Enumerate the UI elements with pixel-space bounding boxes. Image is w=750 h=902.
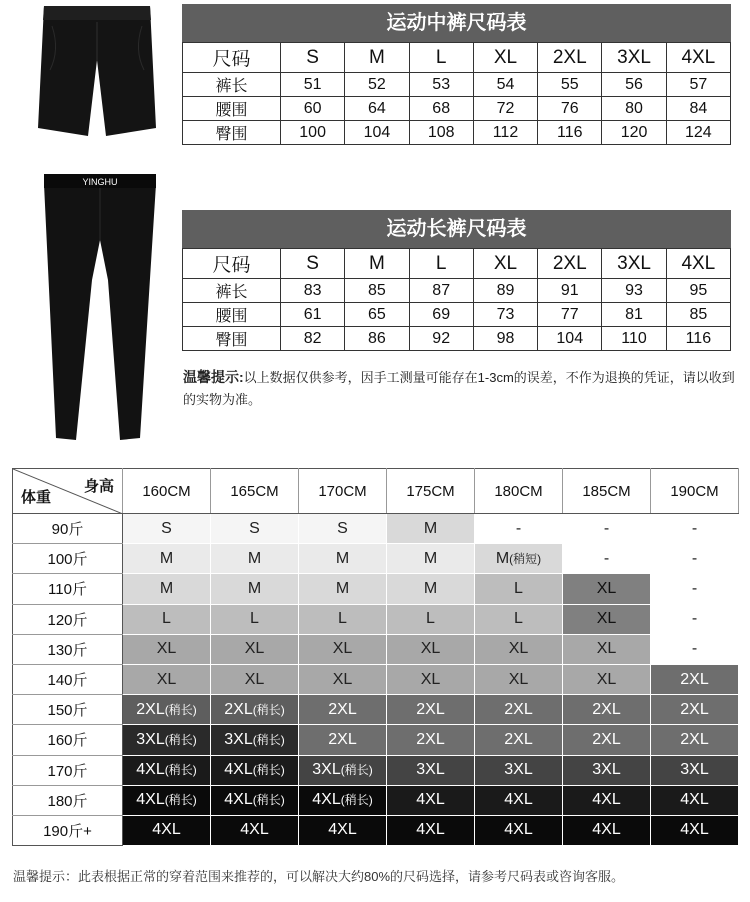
recommended-size: 4XL [416,791,445,809]
measurement-value: 116 [666,327,730,351]
weight-label: 90斤 [13,514,123,544]
recommended-size: XL [596,640,617,658]
recommended-size: - [603,519,610,537]
measurement-row [183,279,731,303]
size-header-cell: 3XL [602,43,666,73]
measurement-value: 85 [666,303,730,327]
recommended-size-cell [299,664,387,694]
recommended-size: S [337,519,348,537]
measurement-value: 100 [281,121,345,145]
recommended-size-cell [651,725,739,755]
measurement-value: 56 [602,73,666,97]
weight-row [13,604,739,634]
height-header-cell: 175CM [387,469,475,514]
measurement-value: 85 [345,279,409,303]
recommended-size-cell [651,604,739,634]
measurement-label: 裤长 [183,73,281,97]
weight-label: 190斤+ [13,815,123,845]
weight-label: 140斤 [13,664,123,694]
weight-row [13,755,739,785]
recommended-size: 3XL [504,761,533,779]
recommended-size: M [247,579,262,597]
recommended-size: 4XL [224,761,253,779]
recommended-size-cell [123,785,211,815]
weight-row [13,815,739,845]
fit-note: (稍长) [164,763,197,778]
shorts-size-table [182,4,731,145]
recommended-size-cell [211,514,299,544]
recommended-size: 4XL [680,821,709,839]
measurement-value: 86 [345,327,409,351]
weight-axis-label: 体重 [21,489,52,506]
recommended-size: 4XL [592,791,621,809]
fit-note: (稍长) [164,732,197,747]
recommended-size-cell [387,664,475,694]
weight-row [13,544,739,574]
recommended-size: 2XL [680,670,709,688]
recommended-size-cell [123,725,211,755]
size-header-row [183,43,731,73]
recommended-size-cell [563,574,651,604]
recommended-size-cell [563,815,651,845]
recommended-size-cell [299,514,387,544]
measurement-value: 61 [281,303,345,327]
weight-label: 160斤 [13,725,123,755]
recommended-size-cell [563,664,651,694]
recommended-size: 2XL [592,730,621,748]
recommended-size: - [691,640,698,658]
recommended-size-cell [475,785,563,815]
measurement-value: 95 [666,279,730,303]
recommended-size: 3XL [592,761,621,779]
size-header-cell: 3XL [602,249,666,279]
recommended-size-cell [211,695,299,725]
recommended-size: M [247,549,262,567]
recommended-size: L [338,610,347,628]
size-header-cell: XL [473,249,537,279]
recommended-size-cell [475,574,563,604]
recommended-size-cell [563,514,651,544]
measurement-value: 110 [602,327,666,351]
weight-row [13,634,739,664]
recommended-size-cell [299,815,387,845]
recommended-size: S [161,519,172,537]
weight-label: 180斤 [13,785,123,815]
recommended-size-cell [387,604,475,634]
size-header-cell: XL [473,43,537,73]
recommended-size-cell [387,755,475,785]
measurement-value: 83 [281,279,345,303]
tip-text: 以上数据仅供参考，因手工测量可能存在1-3cm的误差，不作为退换的凭证，请以收到的实物为准。 [183,370,735,407]
weight-label: 170斤 [13,755,123,785]
recommended-size-cell [123,755,211,785]
recommended-size: 3XL [416,761,445,779]
recommended-size-cell [299,755,387,785]
recommended-size-cell [123,604,211,634]
recommended-size-cell [123,544,211,574]
size-header-cell: 4XL [666,249,730,279]
recommended-size: 4XL [592,821,621,839]
recommended-size: XL [596,579,617,597]
measurement-value: 84 [666,97,730,121]
recommended-size: 4XL [152,821,181,839]
recommended-size: 4XL [416,821,445,839]
height-header-cell: 190CM [651,469,739,514]
weight-label: 110斤 [13,574,123,604]
recommended-size: 3XL [312,761,341,779]
fit-note: (稍长) [252,732,285,747]
recommended-size-cell [211,785,299,815]
size-header-cell: 2XL [538,249,602,279]
recommended-size-cell [475,664,563,694]
recommended-size-cell [563,695,651,725]
measurement-value: 93 [602,279,666,303]
recommended-size: 4XL [504,791,533,809]
recommended-size: M [159,549,174,567]
recommended-size: 2XL [504,700,533,718]
recommended-size: M [423,579,438,597]
recommended-size-cell [299,574,387,604]
size-header-label: 尺码 [183,249,281,279]
measurement-value: 116 [538,121,602,145]
measurement-value: 72 [473,97,537,121]
recommended-size: XL [420,640,441,658]
fit-note: (稍长) [164,702,197,717]
weight-row [13,514,739,544]
recommended-size-cell [387,634,475,664]
recommended-size-cell [475,695,563,725]
measurement-value: 124 [666,121,730,145]
recommended-size-cell [475,544,563,574]
recommended-size-cell [211,815,299,845]
recommended-size: 4XL [136,791,165,809]
recommended-size: - [691,519,698,537]
recommended-size: XL [596,670,617,688]
pants-size-table [182,210,731,351]
tip-title: 温馨提示: [183,369,244,385]
recommended-size: 2XL [416,730,445,748]
size-header-cell: 2XL [538,43,602,73]
measurement-label: 臀围 [183,327,281,351]
measurement-value: 81 [602,303,666,327]
pants-table-title: 运动长裤尺码表 [182,210,731,248]
recommended-size-cell [563,634,651,664]
recommended-size-cell [651,755,739,785]
weight-label: 120斤 [13,604,123,634]
size-header-cell: L [409,249,473,279]
measurement-value: 57 [666,73,730,97]
recommended-size-cell [475,634,563,664]
recommended-size: L [426,610,435,628]
recommended-size: L [162,610,171,628]
recommended-size: 3XL [680,761,709,779]
measurement-value: 91 [538,279,602,303]
recommended-size-cell [475,604,563,634]
height-header-cell: 180CM [475,469,563,514]
waistband-text: YINGHU [82,177,118,187]
measurement-value: 108 [409,121,473,145]
recommended-size-cell [563,604,651,634]
recommended-size-cell [299,785,387,815]
weight-label: 130斤 [13,634,123,664]
recommended-size-cell [563,785,651,815]
weight-row [13,695,739,725]
measurement-value: 104 [538,327,602,351]
size-header-cell: 4XL [666,43,730,73]
recommended-size: XL [596,610,617,628]
pants-image [34,170,164,445]
recommended-size-cell [475,725,563,755]
size-header-label: 尺码 [183,43,281,73]
measurement-value: 60 [281,97,345,121]
size-header-cell: M [345,249,409,279]
recommended-size: 2XL [328,700,357,718]
height-header-cell: 185CM [563,469,651,514]
recommended-size-cell [475,514,563,544]
weight-label: 150斤 [13,695,123,725]
recommended-size-cell [211,664,299,694]
recommended-size-cell [563,725,651,755]
measurement-label: 臀围 [183,121,281,145]
recommended-size-cell [123,634,211,664]
measurement-row [183,327,731,351]
recommended-size-cell [387,695,475,725]
height-axis-label: 身高 [83,478,114,495]
recommended-size-cell [299,634,387,664]
measurement-value: 52 [345,73,409,97]
recommended-size: XL [332,670,353,688]
recommended-size: 4XL [224,791,253,809]
recommended-size: XL [156,670,177,688]
recommended-size: M [335,549,350,567]
size-header-row [183,249,731,279]
size-header-cell: S [281,249,345,279]
measurement-row [183,121,731,145]
weight-label: 100斤 [13,544,123,574]
fit-note: (稍长) [340,763,373,778]
size-header-cell: L [409,43,473,73]
weight-row [13,725,739,755]
recommended-size-cell [299,604,387,634]
measurement-row [183,73,731,97]
recommended-size: 3XL [136,730,165,748]
measurement-value: 82 [281,327,345,351]
measurement-value: 76 [538,97,602,121]
footer-tip: 温馨提示：此表根据正常的穿着范围来推荐的，可以解决大约80%的尺码选择，请参考尺码表或咨询客服。 [13,869,625,884]
recommended-size: 2XL [680,700,709,718]
recommended-size-cell [299,695,387,725]
recommended-size: XL [156,640,177,658]
height-header-cell: 160CM [123,469,211,514]
recommended-size: 4XL [328,821,357,839]
measurement-value: 92 [409,327,473,351]
recommended-size: 2XL [136,700,165,718]
recommended-size-cell [299,544,387,574]
recommended-size: 2XL [416,700,445,718]
recommended-size: - [691,579,698,597]
recommended-size-cell [387,815,475,845]
recommended-size: L [514,610,523,628]
recommended-size: L [250,610,259,628]
recommended-size: S [249,519,260,537]
recommended-size: 2XL [224,700,253,718]
measurement-label: 腰围 [183,97,281,121]
recommended-size-cell [211,604,299,634]
measurement-row [183,97,731,121]
measurement-label: 裤长 [183,279,281,303]
recommended-size-cell [387,544,475,574]
fit-note: (稍长) [340,793,373,808]
size-header-cell: S [281,43,345,73]
recommended-size-cell [475,815,563,845]
measurement-label: 腰围 [183,303,281,327]
measurement-value: 53 [409,73,473,97]
measurement-value: 120 [602,121,666,145]
measurement-value: 54 [473,73,537,97]
weight-row [13,664,739,694]
fit-note: (稍长) [252,702,285,717]
recommended-size: M [335,579,350,597]
recommended-size: XL [244,670,265,688]
shorts-image [30,0,160,140]
recommended-size-cell [651,815,739,845]
recommended-size: 4XL [240,821,269,839]
recommended-size: - [691,610,698,628]
fit-note: (稍长) [164,793,197,808]
recommended-size: 2XL [328,730,357,748]
recommended-size-cell [211,574,299,604]
recommended-size: 4XL [504,821,533,839]
recommended-size: M [423,519,438,537]
weight-row [13,574,739,604]
recommended-size-cell [651,574,739,604]
recommended-size: XL [508,670,529,688]
measurement-value: 69 [409,303,473,327]
recommended-size-cell [387,574,475,604]
recommended-size-cell [651,785,739,815]
recommended-size: 4XL [680,791,709,809]
recommended-size: L [514,579,523,597]
recommended-size: 2XL [680,730,709,748]
recommended-size: 3XL [224,730,253,748]
recommended-size-cell [123,695,211,725]
recommended-size-cell [651,514,739,544]
recommended-size-cell [387,514,475,544]
recommended-size-cell [123,664,211,694]
recommended-size: - [603,549,610,567]
recommended-size-cell [651,664,739,694]
measurement-value: 77 [538,303,602,327]
recommended-size-cell [563,544,651,574]
recommended-size: M [159,579,174,597]
measurement-tip [183,366,738,411]
recommended-size: 4XL [136,761,165,779]
chart-corner [13,469,123,514]
measurement-value: 89 [473,279,537,303]
size-recommendation-chart [12,468,739,846]
measurement-value: 65 [345,303,409,327]
recommended-size-cell [211,725,299,755]
recommended-size: 2XL [592,700,621,718]
recommended-size-cell [651,544,739,574]
recommended-size-cell [123,574,211,604]
measurement-value: 64 [345,97,409,121]
fit-note: (稍短) [509,551,542,566]
recommended-size: XL [244,640,265,658]
measurement-value: 87 [409,279,473,303]
recommended-size: 4XL [312,791,341,809]
measurement-value: 51 [281,73,345,97]
measurement-value: 73 [473,303,537,327]
size-header-cell: M [345,43,409,73]
measurement-value: 112 [473,121,537,145]
recommended-size: XL [332,640,353,658]
measurement-value: 55 [538,73,602,97]
height-header-cell: 165CM [211,469,299,514]
recommended-size: XL [420,670,441,688]
recommended-size-cell [563,755,651,785]
recommended-size-cell [651,634,739,664]
recommended-size: - [691,549,698,567]
recommended-size-cell [387,785,475,815]
recommended-size-cell [123,815,211,845]
recommended-size-cell [475,755,563,785]
measurement-value: 98 [473,327,537,351]
recommended-size: M [423,549,438,567]
weight-row [13,785,739,815]
recommended-size: - [515,519,522,537]
shorts-table-title: 运动中裤尺码表 [182,4,731,42]
recommended-size-cell [123,514,211,544]
recommended-size: 2XL [504,730,533,748]
recommended-size-cell [211,634,299,664]
measurement-value: 68 [409,97,473,121]
fit-note: (稍长) [252,793,285,808]
recommended-size: XL [508,640,529,658]
measurement-value: 80 [602,97,666,121]
recommended-size-cell [211,755,299,785]
measurement-value: 104 [345,121,409,145]
height-header-cell: 170CM [299,469,387,514]
recommended-size-cell [651,695,739,725]
recommended-size-cell [299,725,387,755]
recommended-size-cell [387,725,475,755]
fit-note: (稍长) [252,763,285,778]
recommended-size-cell [211,544,299,574]
measurement-row [183,303,731,327]
recommended-size: M [495,549,510,567]
